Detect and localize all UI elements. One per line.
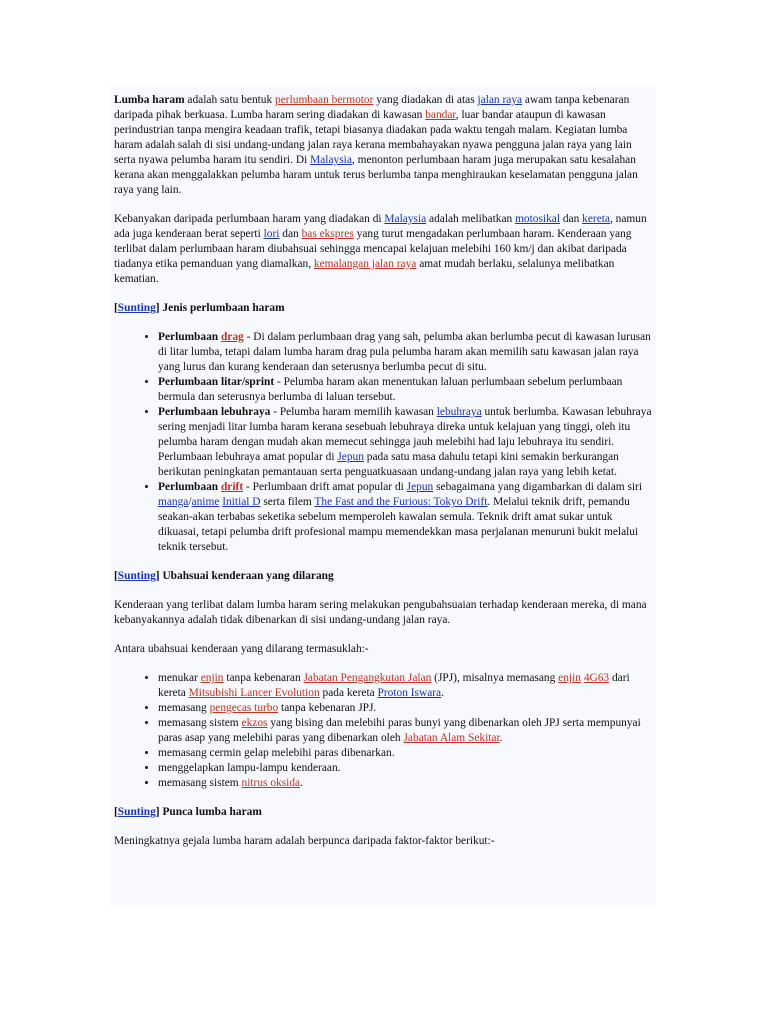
text: adalah satu bentuk	[184, 94, 276, 106]
link-bandar[interactable]: bandar	[425, 109, 456, 121]
item-term: Perlumbaan	[158, 481, 221, 493]
text: , namun ada juga kenderaan berat seperti	[114, 213, 647, 240]
text: memasang	[158, 702, 210, 714]
list-item	[158, 761, 652, 776]
list-item	[158, 671, 652, 701]
bracket: ]	[155, 806, 163, 818]
text: . Melalui teknik drift, pemandu seakan-akan terbabas seketika sebelum memperoleh kawalan semula. Teknik drift amat sukar untuk dikuasai, tetapi pelumba drift profesional mampu memendekkan masa perjalanan menuruni bukit melalui teknik tersebut.	[158, 496, 639, 553]
link-anime[interactable]: anime	[191, 496, 220, 508]
link-enjin-4g63[interactable]: 4G63	[583, 672, 610, 684]
text: dari kereta	[158, 672, 630, 699]
text: tanpa kebenaran	[223, 672, 304, 684]
edit-link[interactable]: Sunting	[117, 806, 156, 818]
text: memasang sistem	[158, 717, 242, 729]
list-item	[158, 330, 652, 375]
text: serta filem	[260, 496, 315, 508]
link-nitrus-oksida[interactable]: nitrus oksida	[241, 777, 301, 789]
link-kemalangan-jalan-raya[interactable]: kemalangan jalan raya	[313, 258, 417, 270]
list-item	[158, 405, 652, 480]
link-initial-d[interactable]: Initial D	[222, 496, 261, 508]
link-pengecas-turbo[interactable]: pengecas turbo	[209, 702, 279, 714]
link-jpj[interactable]: Jabatan Pengangkutan Jalan	[303, 672, 432, 684]
text: , menonton perlumbaan haram juga merupakan satu kesalahan kerana akan menggalakkan pelumba haram untuk terus berlumba tanpa menghiraukan keselamatan pengguna jalan raya yang lain.	[114, 154, 638, 196]
link-fast-furious[interactable]: The Fast and the Furious: Tokyo Drift	[314, 496, 488, 508]
link-proton-iswara[interactable]: Proton Iswara	[377, 687, 442, 699]
text: .	[499, 732, 503, 744]
bracket: ]	[155, 302, 163, 314]
text: yang turut mengadakan perlumbaan haram. Kenderaan yang terlibat dalam perlumbaan haram diubahsuai sehingga mencapai kelajuan melebihi 160 km/j dan akibat daripada tiadanya etika pemanduan yang diamalkan,	[114, 228, 632, 270]
text: memasang sistem	[158, 777, 242, 789]
text: , luar bandar ataupun di kawasan perindustrian tanpa mengira keadaan trafik, tetapi biasanya diadakan pada waktu tengah malam. Kegiatan lumba haram adalah salah di sisi undang-undang jalan raya kerana membahayakan nyawa pengguna jalan raya yang lain serta nyawa pelumba haram itu sendiri. Di	[114, 109, 632, 166]
race-types-list	[114, 330, 652, 555]
bracket: ]	[155, 570, 163, 582]
link-bas-ekspres[interactable]: bas ekspres	[301, 228, 354, 240]
article-body	[110, 85, 656, 907]
link-lori[interactable]: lori	[263, 228, 280, 240]
section-heading-ubahsuai	[114, 569, 652, 584]
list-item	[158, 746, 652, 761]
text: sebagaimana yang digambarkan di dalam siri	[433, 481, 643, 493]
link-jepun[interactable]: Jepun	[337, 451, 364, 463]
link-jalan-raya[interactable]: jalan raya	[477, 94, 523, 106]
link-mitsubishi[interactable]: Mitsubishi Lancer Evolution	[188, 687, 320, 699]
text: menukar	[158, 672, 201, 684]
intro-paragraph	[114, 93, 652, 198]
link-jabatan-alam-sekitar[interactable]: Jabatan Alam Sekitar	[403, 732, 500, 744]
bracket: [	[114, 570, 118, 582]
modifications-list	[114, 671, 652, 791]
text: - Perlumbaan drift amat popular di	[243, 481, 407, 493]
link-drag[interactable]: drag	[220, 331, 244, 343]
text: adalah melibatkan	[426, 213, 516, 225]
text: yang diadakan di atas	[373, 94, 478, 106]
list-item	[158, 480, 652, 555]
text: pada satu masa dahulu tetapi kini semakin berkurangan berikutan peningkatan pemantauan serta penguatkuasaan undang-undang jalan raya yang lebih ketat.	[158, 451, 619, 478]
section-title: Punca lumba haram	[162, 806, 262, 818]
modification-paragraph: Kenderaan yang terlibat dalam lumba haram sering melakukan pengubahsuaian terhadap kenderaan mereka, di mana kebanyakannya adalah tidak dibenarkan di sisi undang-undang jalan raya.	[114, 599, 647, 626]
text: tanpa kebenaran JPJ.	[278, 702, 377, 714]
causes-intro: Meningkatnya gejala lumba haram adalah berpunca daripada faktor-faktor berikut:-	[114, 835, 495, 847]
text: menggelapkan lampu-lampu kenderaan.	[158, 762, 341, 774]
link-drift[interactable]: drift	[220, 481, 244, 493]
second-paragraph	[114, 212, 652, 287]
section-heading-jenis	[114, 301, 652, 316]
list-item	[158, 776, 652, 791]
item-term: Perlumbaan litar/sprint	[158, 376, 275, 388]
text: - Pelumba haram memilih kawasan	[270, 406, 437, 418]
link-perlumbaan-bermotor[interactable]: perlumbaan bermotor	[275, 94, 374, 106]
text: awam tanpa kebenaran daripada pihak berkuasa. Lumba haram sering diadakan di kawasan	[114, 94, 630, 121]
text: memasang cermin gelap melebihi paras dibenarkan.	[158, 747, 395, 759]
link-ekzos[interactable]: ekzos	[241, 717, 268, 729]
bracket: [	[114, 806, 118, 818]
text: - Di dalam perlumbaan drag yang sah, pelumba akan berlumba pecut di kawasan lurusan di litar lumba, tetapi dalam lumba haram drag pula pelumba haram akan memilih satu kawasan jalan raya yang lurus dan kurang kenderaan dan seterusnya berlumba pecut di situ.	[158, 331, 651, 373]
bracket: [	[114, 302, 118, 314]
link-enjin-4g63[interactable]: enjin	[558, 672, 581, 684]
modification-intro: Antara ubahsuai kenderaan yang dilarang termasuklah:-	[114, 643, 369, 655]
term-lumba-haram: Lumba haram	[114, 94, 185, 106]
text: dan	[279, 228, 302, 240]
text: yang bising dan melebihi paras bunyi yang dibenarkan oleh JPJ serta mempunyai paras asap yang melebihi paras yang dibenarkan oleh	[158, 717, 641, 744]
link-enjin[interactable]: enjin	[200, 672, 224, 684]
text: amat mudah berlaku, selalunya melibatkan kematian.	[114, 258, 615, 285]
text: Kebanyakan daripada perlumbaan haram yang diadakan di	[114, 213, 385, 225]
edit-link[interactable]: Sunting	[117, 570, 156, 582]
link-malaysia[interactable]: Malaysia	[310, 154, 352, 166]
item-term: Perlumbaan lebuhraya	[158, 406, 271, 418]
text: .	[300, 777, 303, 789]
text: pada kereta	[319, 687, 378, 699]
link-lebuhraya[interactable]: lebuhraya	[436, 406, 482, 418]
text: .	[441, 687, 444, 699]
link-jepun[interactable]: Jepun	[406, 481, 434, 493]
text: dan	[560, 213, 583, 225]
section-title: Ubahsuai kenderaan yang dilarang	[162, 570, 334, 582]
section-title: Jenis perlumbaan haram	[162, 302, 285, 314]
section-heading-punca	[114, 805, 652, 820]
item-term: Perlumbaan	[158, 331, 221, 343]
list-item	[158, 716, 652, 746]
text: /	[188, 496, 192, 508]
link-manga[interactable]: manga	[158, 496, 189, 508]
link-motosikal[interactable]: motosikal	[515, 213, 560, 225]
link-kereta[interactable]: kereta	[582, 213, 610, 225]
text: - Pelumba haram akan menentukan laluan perlumbaan sebelum perlumbaan bermula dan seterusnya berlumba di laluan tersebut.	[158, 376, 623, 403]
link-malaysia[interactable]: Malaysia	[384, 213, 427, 225]
edit-link[interactable]: Sunting	[117, 302, 156, 314]
list-item	[158, 375, 652, 405]
text: untuk berlumba. Kawasan lebuhraya sering menjadi litar lumba haram kerana sesebuah lebuhraya direka untuk kelajuan yang tinggi, oleh itu pelumba haram dengan mudah akan memecut sehingga jauh melebihi had laju lebuhraya itu sendiri. Perlumbaan lebuhraya amat popular di	[158, 406, 652, 463]
list-item	[158, 701, 652, 716]
text: (JPJ), misalnya memasang	[431, 672, 559, 684]
